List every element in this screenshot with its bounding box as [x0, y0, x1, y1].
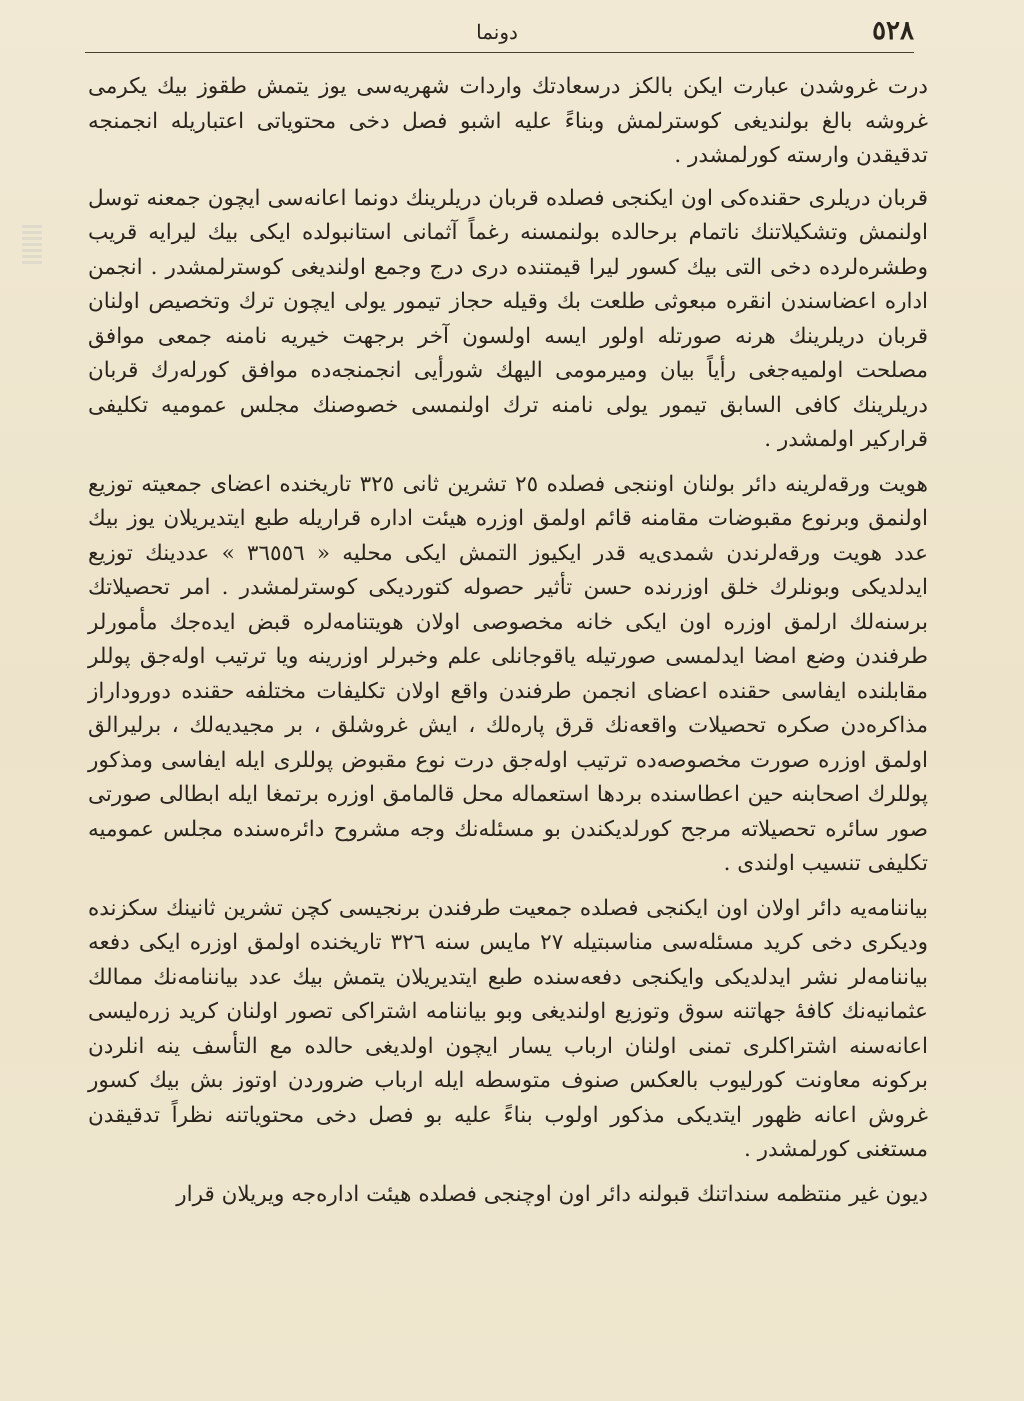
header-rule — [85, 52, 914, 53]
paragraph-2: قربان دریلری حقنده‌کی اون ایکنجی فصلده قربان دریلرینك دونما اعانه‌سی ایچون جمعنه توسل اولنمش وتشکیلاتنك ناتمام برحالده بولنمسنه رغماً آثمانی استانبولده ایکی بیك لیرایه قریب وطشره‌لرده دخی التی بیك کسور لیرا قیمتنده دری درج وجمع اولندیغی کوسترلمشدر . انجمن اداره اعضاسندن انقره مبعوثی طلعت بك وقیله حجاز تیمور یولی ایچون ترك وتخصیص اولنان قربان دریلرینك هرنه صورتله اولور ایسه اولسون آخر برجهت خیریه نامنه جمعی موافق مصلحت اولمیه‌جغی رأیاً بیان ومیرمومی الیهك شورأیی انجمنجه‌ده موافق کورلەرك قربان دریلرینك کافی السابق تیمور یولی نامنه ترك اولنمسی خصوصنك مجلس عمومیه تکلیفی قرارکیر اولمشدر . — [88, 185, 928, 452]
paragraph-4: بیاننامه‌یه دائر اولان اون ایکنجی فصلده جمعیت طرفندن برنجیسی کچن تشرین ثانینك سکزنده ودیکری دخی کرید مسئله‌سی مناسبتیله ٢٧ مایس سنه ٣٢٦ تاریخنده اولمق اوزره ایکی دفعه بیاننامه‌لر نشر ایدلدیکی وایکنجی دفعه‌سنده طبع ایتدیریلان یتمش بیك عدد بیاننامه‌نك ممالك عثمانیه‌نك کافهٔ جهاتنه سوق وتوزیع اولندیغی وبو بیاننامه اشتراکی تصور اولنان کرید زره‌لیسی اعانه‌سنه اشتراکلری تمنی اولنان ارباب یسار ایچون اولدیغی حالده مع التأسف ینه انلردن برکونه معاونت کورلیوب بالعکس صنوف متوسطه ایله ارباب ضروردن اوتوز بش بیك کسور غروش اعانه ظهور ایتدیکی مذکور اولوب بناءً علیه بو فصل دخی محتویاتنه نظراً تدقیقدن مستغنی کورلمشدر . — [88, 895, 928, 1162]
page-body — [88, 70, 928, 1222]
paragraph-3: هویت ورقه‌لرینه دائر بولنان اوننجی فصلده ٢٥ تشرین ثانی ٣٢٥ تاریخنده اعضای جمعیته توزیع اولنمق وبرنوع مقبوضات مقامنه قائم اولمق اوزره هیئت اداره قراریله طبع ایتدیریلان یوز بیك عدد هویت ورقه‌لرندن شمدی‌یه قدر ایکیوز التمش ایکی محلیه « ٣٦٥٥٦ » عددینك توزیع ایدلدیکی وبونلرك خلق اوزرنده حسن تأثیر حصوله کتوردیکی کوسترلمشدر . امر تحصیلاتك برسنه‌لك ارلمق اوزره اون ایکی خانه مخصوصی اولان هویتنامه‌لره قبض ایده‌جك مأمورلر طرفندن وضع امضا ایدلمسی صورتیله یاقوجانلی علم وخبرلر اوزرینه ویا ترتیب اوله‌جق پوللر مقابلنده ایفاسی حقنده اعضای انجمن طرفندن واقع اولان تکلیفات مختلفه حقنده دوروداراز مذاکره‌دن صکره تحصیلات واقعه‌نك قرق پاره‌لك ، ایش غروشلق ، بر مجیدیه‌لك ، برلیرالق اولمق اوزره صورت مخصوصه‌ده ترتیب اوله‌جق درت نوع مقبوض پوللری ایله ایفاسی ومذکور پوللرك اصحابنه حین اعطاسنده بردها استعماله محل قالمامق اوزره برتمغا ایله ابطالی صورتی صور سائره تحصیلاته مرجح کورلدیکندن بو مسئله‌نك وجه مشروح دائره‌سنده مجلس عمومیه تکلیفی تنسیب اولندی . — [88, 471, 928, 876]
page-header — [80, 14, 914, 54]
running-title: دونما — [476, 20, 518, 44]
page-number: ٥٢٨ — [872, 16, 914, 46]
paragraph-1: درت غروشدن عبارت ایکن بالکز درسعادتك واردات شهریه‌سی یوز یتمش طقوز بیك یکرمی غروشه بالغ بولندیغی کوسترلمش وبناءً علیه اشبو فصل دخی محتویاتی اعتباریله انجمنجه تدقیقدن وارسته کورلمشدر . — [88, 74, 928, 168]
paper-stain-mark — [22, 225, 42, 265]
paragraph-5: دیون غیر منتظمه سنداتنك قبولنه دائر اون اوچنجی فصلده هیئت اداره‌جه ویریلان قرار — [176, 1181, 928, 1207]
